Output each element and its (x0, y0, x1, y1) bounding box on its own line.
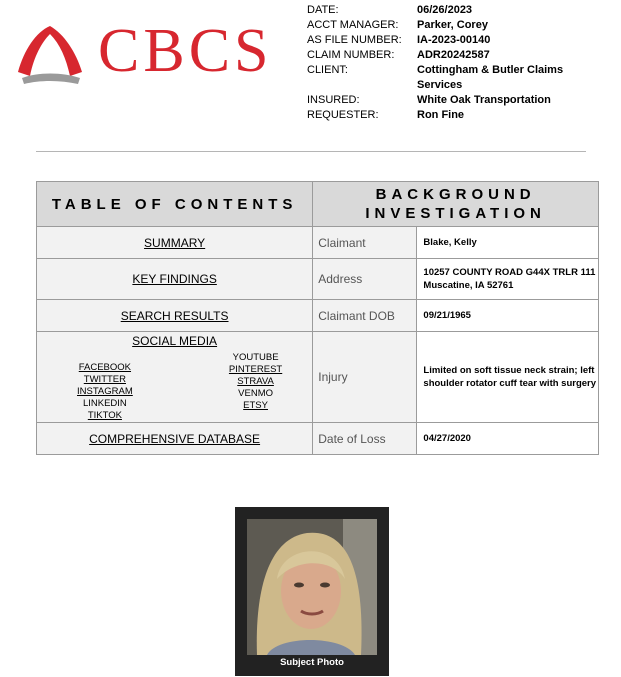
requester-label: REQUESTER: (307, 109, 379, 121)
report-table (36, 181, 599, 455)
facebook-link[interactable]: FACEBOOK (78, 362, 132, 373)
subject-photo-caption: Subject Photo (280, 657, 344, 668)
subject-photo-image (247, 519, 377, 655)
claimant-label: Claimant (313, 227, 417, 259)
insured-label: INSURED: (307, 94, 360, 106)
cbcs-logo (16, 17, 296, 86)
dob-label: Claimant DOB (313, 300, 417, 332)
pinterest-link[interactable]: PINTEREST (228, 364, 283, 375)
client-label: CLIENT: (307, 64, 348, 76)
summary-link[interactable]: SUMMARY (144, 235, 206, 250)
logo-wordmark: CBCS (98, 17, 273, 85)
twitter-link[interactable]: TWITTER (83, 374, 126, 385)
strava-link[interactable]: STRAVA (237, 376, 274, 387)
subject-photo-frame (235, 507, 389, 676)
comprehensive-database-link[interactable]: COMPREHENSIVE DATABASE (89, 431, 261, 446)
social-media-link[interactable]: SOCIAL MEDIA (132, 334, 218, 348)
injury-label: Injury (313, 332, 417, 423)
date-value: 06/26/2023 (417, 4, 473, 16)
date-label: DATE: (307, 4, 339, 16)
header-divider (36, 151, 586, 152)
claim-number-label: CLAIM NUMBER: (307, 49, 395, 61)
address-line1: 10257 COUNTY ROAD G44X TRLR 111 (423, 267, 596, 278)
as-file-label: AS FILE NUMBER: (307, 34, 402, 46)
etsy-link[interactable]: ETSY (243, 400, 268, 411)
youtube-label: YOUTUBE (232, 352, 279, 363)
date-of-loss-label: Date of Loss (313, 423, 417, 455)
venmo-label: VENMO (238, 388, 273, 399)
requester-value: Ron Fine (417, 109, 465, 121)
logo-triangle-icon (16, 22, 84, 86)
claim-number-value: ADR20242587 (417, 49, 490, 61)
search-results-link[interactable]: SEARCH RESULTS (120, 308, 229, 323)
insured-value: White Oak Transportation (417, 94, 551, 106)
as-file-value: IA-2023-00140 (417, 34, 491, 46)
background-investigation-heading: BACKGROUND INVESTIGATION (313, 182, 599, 227)
address-value (417, 259, 599, 300)
report-header-info (307, 3, 577, 123)
claimant-value: Blake, Kelly (417, 227, 599, 259)
acct-manager-value: Parker, Corey (417, 19, 488, 31)
date-of-loss-value: 04/27/2020 (417, 423, 599, 455)
client-value: Cottingham & Butler Claims Services (417, 64, 564, 91)
key-findings-link[interactable]: KEY FINDINGS (132, 272, 217, 286)
toc-heading: TABLE OF CONTENTS (37, 182, 313, 227)
injury-value: Limited on soft tissue neck strain; left shoulder rotator cuff tear with surgery (417, 332, 599, 423)
subject-photo (247, 519, 377, 655)
tiktok-link[interactable]: TIKTOK (87, 410, 122, 421)
address-line2: Muscatine, IA 52761 (423, 280, 514, 291)
acct-manager-label: ACCT MANAGER: (307, 19, 399, 31)
social-media-platforms (37, 350, 312, 422)
instagram-link[interactable]: INSTAGRAM (77, 386, 133, 397)
dob-value: 09/21/1965 (417, 300, 599, 332)
linkedin-label: LINKEDIN (82, 398, 127, 409)
address-label: Address (313, 259, 417, 300)
